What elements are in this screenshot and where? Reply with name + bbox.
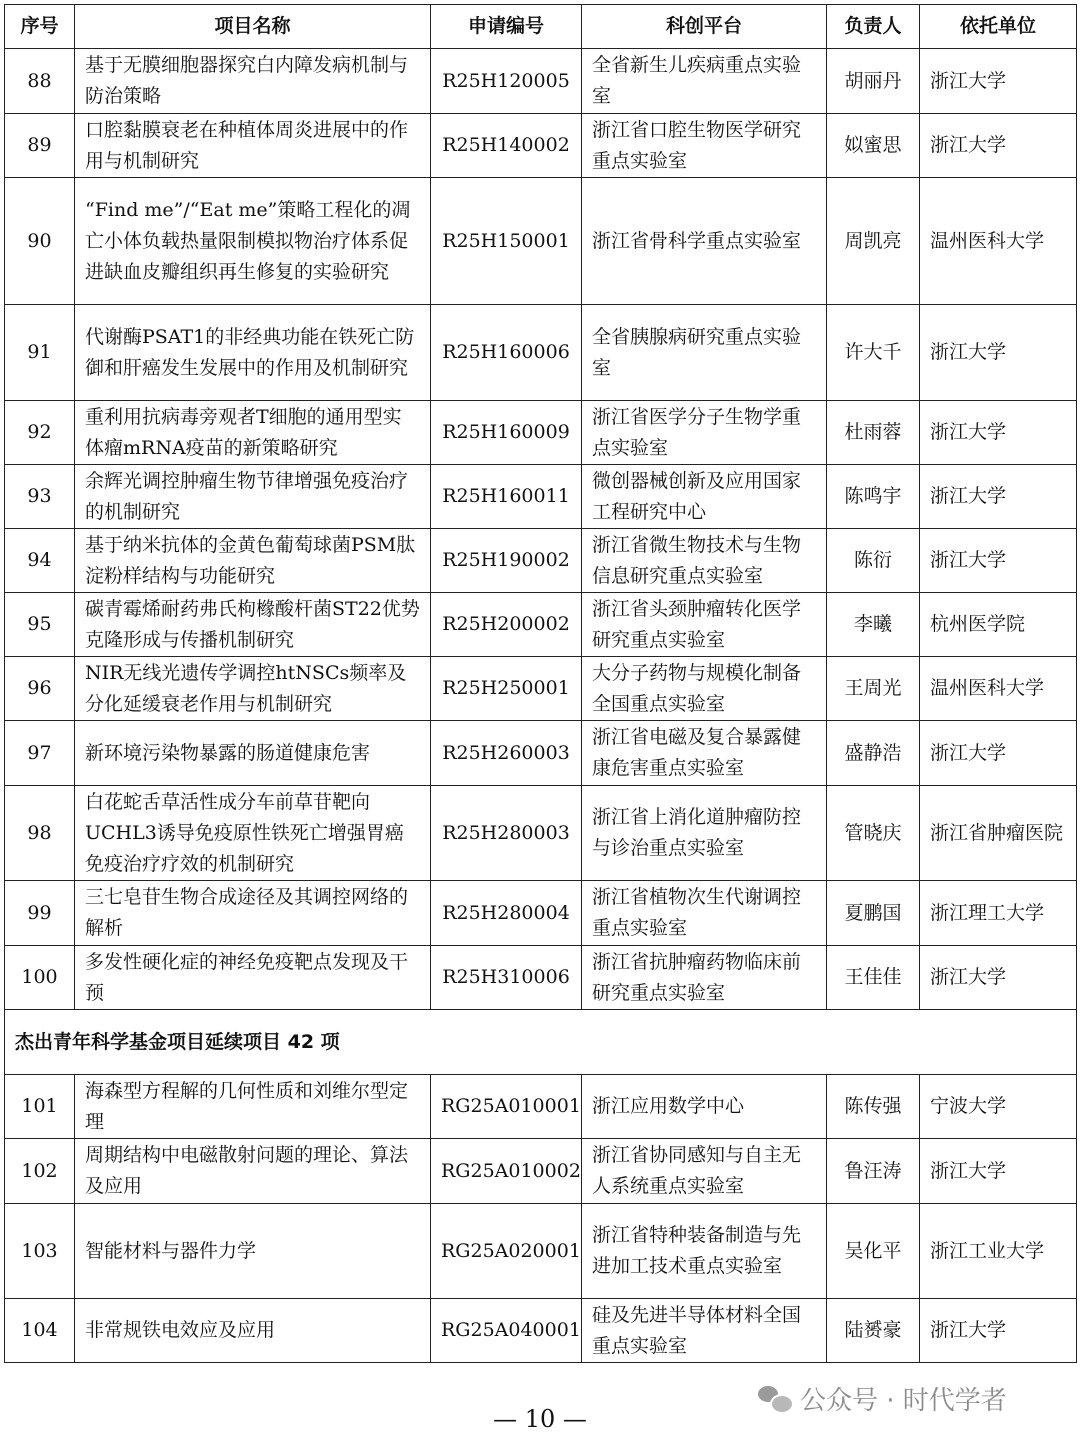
table-row [5,593,1077,657]
project-name: 口腔黏膜衰老在种植体周炎进展中的作用与机制研究 [75,114,431,178]
platform-name: 硅及先进半导体材料全国重点实验室 [582,1299,827,1363]
header-platform: 科创平台 [582,5,827,49]
table-body-main [5,49,1077,1010]
platform-name: 浙江省特种装备制造与先进加工技术重点实验室 [582,1204,827,1299]
application-code: R25H260003 [431,721,582,786]
header-person: 负责人 [827,5,920,49]
unit-name: 浙江工业大学 [920,1204,1077,1299]
unit-name: 浙江大学 [920,49,1077,114]
application-code: RG25A010001 [431,1075,582,1139]
table-row [5,881,1077,946]
project-name: 非常规铁电效应及应用 [75,1299,431,1363]
header-application-code: 申请编号 [431,5,582,49]
table-row [5,114,1077,178]
table-row [5,657,1077,721]
application-code: R25H160011 [431,465,582,529]
row-no: 91 [5,305,75,401]
application-code: R25H150001 [431,178,582,305]
project-name: NIR无线光遗传学调控htNSCs频率及分化延缓衰老作用与机制研究 [75,657,431,721]
platform-name: 浙江省电磁及复合暴露健康危害重点实验室 [582,721,827,786]
project-name: 余辉光调控肿瘤生物节律增强免疫治疗的机制研究 [75,465,431,529]
person-name: 陈衍 [827,529,920,593]
unit-name: 浙江大学 [920,721,1077,786]
project-name: 三七皂苷生物合成途径及其调控网络的解析 [75,881,431,946]
project-name: 智能材料与器件力学 [75,1204,431,1299]
unit-name: 浙江大学 [920,465,1077,529]
person-name: 盛静浩 [827,721,920,786]
person-name: 王佳佳 [827,946,920,1010]
application-code: RG25A010002 [431,1139,582,1204]
unit-name: 温州医科大学 [920,178,1077,305]
unit-name: 浙江大学 [920,946,1077,1010]
header-no: 序号 [5,5,75,49]
watermark-text: 公众号 · 时代学者 [800,1385,1007,1416]
person-name: 夏鹏国 [827,881,920,946]
person-name: 陈鸣宇 [827,465,920,529]
platform-name: 浙江省微生物技术与生物信息研究重点实验室 [582,529,827,593]
project-name: 基于纳米抗体的金黄色葡萄球菌PSM肽淀粉样结构与功能研究 [75,529,431,593]
row-no: 103 [5,1204,75,1299]
section-row [5,1010,1077,1075]
unit-name: 浙江大学 [920,1139,1077,1204]
platform-name: 大分子药物与规模化制备全国重点实验室 [582,657,827,721]
section-title: 杰出青年科学基金项目延续项目 42 项 [5,1010,1077,1075]
application-code: R25H120005 [431,49,582,114]
project-name: 周期结构中电磁散射问题的理论、算法及应用 [75,1139,431,1204]
table-row [5,721,1077,786]
platform-name: 浙江省口腔生物医学研究重点实验室 [582,114,827,178]
application-code: R25H160009 [431,401,582,465]
row-no: 98 [5,786,75,881]
project-name: 多发性硬化症的神经免疫靶点发现及干预 [75,946,431,1010]
row-no: 99 [5,881,75,946]
project-name: 白花蛇舌草活性成分车前草苷靶向UCHL3诱导免疫原性铁死亡增强胃癌免疫治疗疗效的机制研究 [75,786,431,881]
unit-name: 浙江大学 [920,1299,1077,1363]
table-row [5,49,1077,114]
row-no: 90 [5,178,75,305]
application-code: R25H280004 [431,881,582,946]
application-code: R25H200002 [431,593,582,657]
person-name: 杜雨蓉 [827,401,920,465]
platform-name: 浙江省植物次生代谢调控重点实验室 [582,881,827,946]
person-name: 鲁汪涛 [827,1139,920,1204]
application-code: R25H250001 [431,657,582,721]
project-name: 海森型方程解的几何性质和刘维尔型定理 [75,1075,431,1139]
unit-name: 浙江省肿瘤医院 [920,786,1077,881]
application-code: R25H190002 [431,529,582,593]
table-row [5,465,1077,529]
person-name: 陈传强 [827,1075,920,1139]
platform-name: 浙江省上消化道肿瘤防控与诊治重点实验室 [582,786,827,881]
platform-name: 浙江省头颈肿瘤转化医学研究重点实验室 [582,593,827,657]
platform-name: 浙江省协同感知与自主无人系统重点实验室 [582,1139,827,1204]
row-no: 96 [5,657,75,721]
table-row [5,946,1077,1010]
person-name: 王周光 [827,657,920,721]
unit-name: 浙江大学 [920,401,1077,465]
page-number: — 10 — [493,1405,587,1433]
platform-name: 浙江省医学分子生物学重点实验室 [582,401,827,465]
application-code: R25H310006 [431,946,582,1010]
application-code: RG25A020001 [431,1204,582,1299]
table-row [5,786,1077,881]
row-no: 92 [5,401,75,465]
table-section [5,1010,1077,1075]
table-row [5,529,1077,593]
unit-name: 宁波大学 [920,1075,1077,1139]
table-body-extension [5,1075,1077,1363]
project-name: 重利用抗病毒旁观者T细胞的通用型实体瘤mRNA疫苗的新策略研究 [75,401,431,465]
row-no: 104 [5,1299,75,1363]
row-no: 88 [5,49,75,114]
project-name: “Find me”/“Eat me”策略工程化的凋亡小体负载热量限制模拟物治疗体系促进缺血皮瓣组织再生修复的实验研究 [75,178,431,305]
unit-name: 浙江理工大学 [920,881,1077,946]
person-name: 胡丽丹 [827,49,920,114]
row-no: 97 [5,721,75,786]
application-code: R25H140002 [431,114,582,178]
unit-name: 温州医科大学 [920,657,1077,721]
unit-name: 杭州医学院 [920,593,1077,657]
platform-name: 全省胰腺病研究重点实验室 [582,305,827,401]
person-name: 李曦 [827,593,920,657]
table-row [5,1299,1077,1363]
table-row [5,1075,1077,1139]
person-name: 吴化平 [827,1204,920,1299]
table-row [5,305,1077,401]
project-name: 碳青霉烯耐药弗氏枸橼酸杆菌ST22优势克隆形成与传播机制研究 [75,593,431,657]
row-no: 100 [5,946,75,1010]
project-name: 新环境污染物暴露的肠道健康危害 [75,721,431,786]
platform-name: 微创器械创新及应用国家工程研究中心 [582,465,827,529]
table-row [5,401,1077,465]
table-row [5,1204,1077,1299]
person-name: 管晓庆 [827,786,920,881]
table-row [5,1139,1077,1204]
platform-name: 浙江应用数学中心 [582,1075,827,1139]
project-table [4,4,1077,1363]
application-code: R25H160006 [431,305,582,401]
unit-name: 浙江大学 [920,114,1077,178]
application-code: RG25A040001 [431,1299,582,1363]
application-code: R25H280003 [431,786,582,881]
row-no: 93 [5,465,75,529]
table-header [5,5,1077,49]
table-row [5,178,1077,305]
platform-name: 浙江省骨科学重点实验室 [582,178,827,305]
row-no: 101 [5,1075,75,1139]
row-no: 95 [5,593,75,657]
row-no: 102 [5,1139,75,1204]
header-project-name: 项目名称 [75,5,431,49]
row-no: 94 [5,529,75,593]
project-name: 代谢酶PSAT1的非经典功能在铁死亡防御和肝癌发生发展中的作用及机制研究 [75,305,431,401]
person-name: 周凯亮 [827,178,920,305]
person-name: 许大千 [827,305,920,401]
header-unit: 依托单位 [920,5,1077,49]
unit-name: 浙江大学 [920,305,1077,401]
project-name: 基于无膜细胞器探究白内障发病机制与防治策略 [75,49,431,114]
person-name: 陆赟豪 [827,1299,920,1363]
row-no: 89 [5,114,75,178]
unit-name: 浙江大学 [920,529,1077,593]
person-name: 姒蜜思 [827,114,920,178]
platform-name: 浙江省抗肿瘤药物临床前研究重点实验室 [582,946,827,1010]
platform-name: 全省新生儿疾病重点实验室 [582,49,827,114]
